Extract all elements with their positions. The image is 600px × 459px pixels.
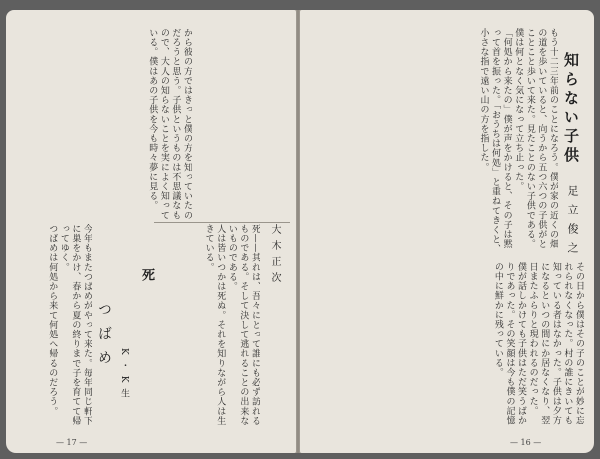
page-number: — 17 — — [56, 438, 88, 447]
essay-body-lower: その日から僕はその子のことが妙に忘れられなくなった。村の誰にきいても知っている者はなかった。子供は夕方になるといつの間にか居なくなり、翌日またふらりと現われるのだった。 僕が話しかけても子供はただ笑うばかりであった。その笑顔は今も僕の記憶の中に鮮かに残っている。 — [492, 262, 584, 426]
essay-end — [196, 28, 286, 220]
poem-title: 死 — [139, 268, 154, 285]
section-divider — [154, 222, 290, 223]
right-page — [300, 10, 594, 453]
essay-continuation: から彼の方ではきっと僕の方を知っていたのだろうと思う。子供というものは不思議なもので、大人の知らないことを実によく知っている。僕はあの子供を今も時々夢に見る。 — [147, 28, 192, 220]
left-page — [6, 10, 296, 453]
essay-author: 足立俊之 — [566, 185, 579, 261]
essay-body-upper: もう十二三年前のことになろう。僕が家の近くの畑の道を歩いていると、向うから五つ六つの子供がとことこと歩いて来た。見たことのない子供である。僕は何となく気になって立ち止った。 「何処から来たの」僕が声をかけると、その子は黙って首を振った。「おうちは何処」と重ねてきくと、小さな指で遠い山の方を指した。 — [478, 28, 558, 254]
poem-body: 死——其れは、吾々にとって誰にも必ず訪れるものである。そして決して逃れることの出来ないものである。 人は皆いつかは死ぬ。それを知りながら人は生きている。 — [203, 224, 260, 426]
tsubame-title: つばめ — [96, 302, 112, 374]
tsubame-author: K・K生 — [119, 348, 129, 404]
essay-title: 知らない子供 — [562, 52, 580, 166]
prose-middle — [132, 224, 154, 429]
tsubame-body: 今年もまたつばめがやって来た。毎年同じ軒下に巣をかけ、春から夏の終りまで子を育てて帰ってゆく。 つばめは何処から来て何処へ帰るのだろう。 — [47, 224, 92, 426]
page-number: — 16 — — [510, 438, 542, 447]
poem-author: 大木正次 — [269, 224, 280, 288]
